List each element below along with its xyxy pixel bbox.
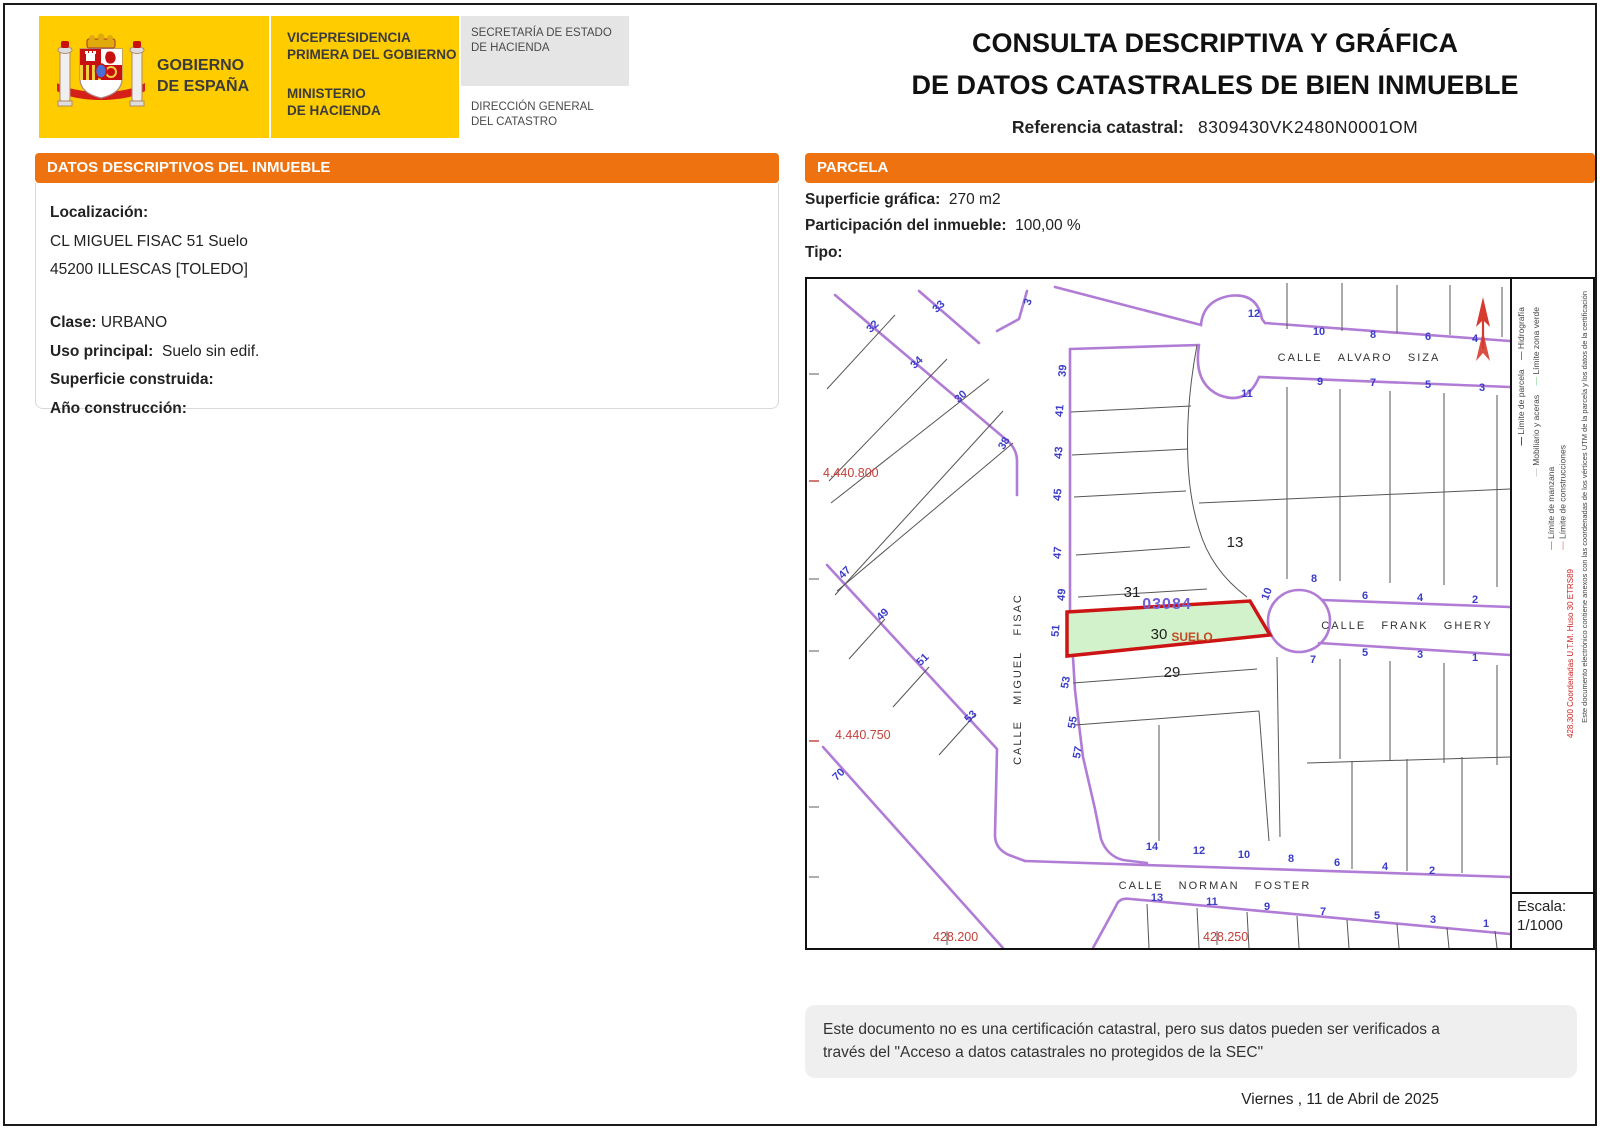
- secretary-box: [461, 16, 629, 138]
- street-name-label: CALLE ALVARO SIZA: [1277, 352, 1441, 364]
- house-number: 32: [864, 318, 882, 336]
- house-number: 9: [1263, 901, 1271, 913]
- parcel-label: 31: [1123, 584, 1141, 601]
- section-header-datos-descriptivos: DATOS DESCRIPTIVOS DEL INMUEBLE: [35, 153, 779, 183]
- house-number: 51: [1049, 624, 1063, 638]
- legend-column: [1546, 445, 1569, 550]
- parcel-label: SUELO: [1171, 630, 1213, 644]
- house-number: 39: [1056, 364, 1070, 378]
- utm-coordinate-label: 4.440.750: [835, 728, 891, 742]
- house-number: 1: [1482, 918, 1490, 930]
- legend-label: Límite zona verde: [1531, 307, 1541, 375]
- parcel-label: 29: [1163, 664, 1181, 681]
- house-number: 47: [836, 564, 854, 582]
- utm-coordinate-label: 4.440.800: [823, 466, 879, 480]
- legend-label: 428.300 Coordenadas U.T.M. Huso 30 ETRS89: [1566, 569, 1575, 738]
- localizacion-label: Localización:: [50, 204, 149, 221]
- utm-coordinate-label: 428.250: [1203, 930, 1249, 944]
- legend-column: [1531, 307, 1542, 477]
- cadastral-map-svg: [807, 279, 1510, 948]
- house-number: 3: [1429, 914, 1437, 926]
- cadastral-map-box: [805, 277, 1595, 950]
- title-line-1: CONSULTA DESCRIPTIVA Y GRÁFICA: [971, 28, 1459, 58]
- logo-area: [39, 16, 269, 138]
- legend-swatch: —: [1557, 539, 1568, 550]
- house-number: 3: [1416, 649, 1424, 661]
- legend-label: Límite de manzana: [1546, 466, 1556, 540]
- house-number: 3: [1478, 382, 1486, 394]
- direccion-general-catastro-label: DIRECCIÓN GENERAL DEL CATASTRO: [471, 101, 594, 128]
- house-number: 49: [874, 606, 892, 624]
- parcel-label: 30: [1150, 626, 1168, 643]
- localizacion-line2: 45200 ILLESCAS [TOLEDO]: [50, 261, 248, 279]
- house-number: 6: [1333, 857, 1341, 869]
- datos-descriptivos-panel: [35, 183, 779, 418]
- clase-row: Clase: URBANO: [50, 314, 168, 332]
- map-legend-strip: [1510, 279, 1593, 948]
- utm-coordinate-label: 428.200: [933, 930, 979, 944]
- house-number: 10: [1237, 849, 1251, 861]
- house-number: 43: [1052, 446, 1066, 460]
- house-number: 53: [1059, 675, 1074, 690]
- legend-column: [1516, 307, 1527, 445]
- scale-label: Escala:: [1517, 898, 1567, 915]
- house-number: 7: [1309, 654, 1317, 666]
- legend-column: [1566, 569, 1577, 738]
- house-number: 2: [1428, 865, 1436, 877]
- spain-coat-of-arms-icon: [55, 33, 147, 121]
- cadastral-map: [807, 279, 1510, 948]
- house-number: 13: [1150, 892, 1164, 904]
- house-number: 30: [952, 388, 970, 406]
- scale-box: [1512, 892, 1593, 948]
- legend-label: Límite de construcciones: [1557, 445, 1568, 540]
- legend-swatch: —: [1546, 539, 1556, 550]
- superficie-grafica-row: Superficie gráfica: 270 m2: [805, 191, 1001, 208]
- title-line-2: DE DATOS CATASTRALES DE BIEN INMUEBLE: [911, 69, 1519, 100]
- legend-swatch: —: [1516, 434, 1526, 446]
- cadastral-reference: [855, 117, 1575, 138]
- street-name-label: CALLE MIGUEL FISAC: [1012, 593, 1024, 765]
- superficie-construida-row: Superficie construida:: [50, 371, 214, 389]
- street-name-label: CALLE NORMAN FOSTER: [1118, 880, 1312, 892]
- legend-label: Límite de parcela: [1516, 369, 1526, 435]
- house-number: 70: [830, 766, 848, 784]
- house-number: 5: [1424, 379, 1432, 391]
- government-header: [39, 16, 459, 138]
- house-number: 9: [1316, 376, 1324, 388]
- house-number: 38: [996, 435, 1013, 452]
- house-number: 53: [962, 708, 980, 726]
- house-number: 55: [1066, 715, 1081, 730]
- house-number: 47: [1051, 546, 1065, 560]
- house-number: 7: [1319, 906, 1327, 918]
- house-number: 57: [1071, 745, 1086, 760]
- coord-ticks: [809, 481, 819, 741]
- disclaimer-line1: Este documento no es una certificación catastral, pero sus datos pueden ser verificados a: [823, 1021, 1440, 1038]
- house-number: 33: [930, 298, 948, 316]
- house-number: 3: [1021, 297, 1035, 307]
- house-number: 10: [1259, 586, 1275, 602]
- house-number: 11: [1241, 388, 1253, 400]
- legend-label: Mobiliario y aceras: [1531, 394, 1541, 466]
- house-number: 4: [1416, 592, 1424, 604]
- street-name-label: CALLE FRANK GHERY: [1321, 620, 1493, 632]
- house-number: 4: [1471, 333, 1479, 345]
- ref-label: Referencia catastral:: [1011, 116, 1184, 137]
- ano-construccion-row: Año construcción:: [50, 400, 187, 418]
- house-number: 45: [1051, 488, 1065, 502]
- house-number: 6: [1361, 590, 1369, 602]
- house-number: 2: [1471, 594, 1479, 606]
- north-arrow-icon: [1476, 297, 1490, 361]
- ref-value: 8309430VK2480N0001OM: [1198, 116, 1419, 137]
- house-number: 49: [1055, 588, 1069, 602]
- legend-swatch: —: [1531, 374, 1541, 386]
- house-number: 6: [1424, 331, 1432, 343]
- document-date: Viernes , 11 de Abril de 2025: [1241, 1091, 1439, 1108]
- disclaimer-line2: través del "Acceso a datos catastrales no protegidos de la SEC": [823, 1044, 1264, 1062]
- document-title: [855, 23, 1575, 138]
- house-number: 41: [1053, 404, 1067, 418]
- parcela-panel: [805, 187, 1595, 266]
- house-number: 51: [914, 651, 932, 669]
- house-number: 11: [1206, 896, 1218, 908]
- house-number: 4: [1381, 861, 1389, 873]
- section-header-parcela: PARCELA: [805, 153, 1595, 183]
- secretaria-de-estado-label: SECRETARÍA DE ESTADO DE HACIENDA: [461, 16, 629, 86]
- house-number: 5: [1373, 910, 1381, 922]
- legend-label: Hidrografía: [1516, 307, 1526, 350]
- localizacion-line1: CL MIGUEL FISAC 51 Suelo: [50, 232, 248, 250]
- gobierno-de-espana-label: GOBIERNO DE ESPAÑA: [157, 57, 250, 95]
- house-number: 8: [1369, 329, 1377, 341]
- house-number: 8: [1310, 573, 1318, 585]
- uso-principal-row: Uso principal: Suelo sin edif.: [50, 342, 260, 360]
- legend-swatch: —: [1531, 465, 1541, 477]
- house-number: 12: [1247, 308, 1261, 320]
- house-number: 12: [1192, 845, 1206, 857]
- legend-label: Este documento electrónico contiene anexos con las coordenadas de los vértices UTM de la parcela y los datos de la certificación: [1580, 291, 1589, 723]
- scale-value: 1/1000: [1517, 916, 1563, 934]
- tipo-row: Tipo:: [805, 243, 843, 261]
- house-number: 5: [1361, 647, 1369, 659]
- ministry-label: VICEPRESIDENCIA PRIMERA DEL GOBIERNO MINISTERIO DE HACIENDA: [287, 30, 457, 118]
- legend-column: [1580, 291, 1590, 723]
- house-number: 14: [1145, 841, 1159, 853]
- house-number: 10: [1312, 326, 1326, 338]
- house-number: 8: [1287, 853, 1295, 865]
- house-number: 7: [1369, 377, 1377, 389]
- house-number: 34: [908, 354, 926, 372]
- house-number: 1: [1471, 652, 1479, 664]
- parcel-label: 13: [1226, 534, 1244, 551]
- legend-swatch: —: [1516, 349, 1526, 360]
- document-page: [3, 3, 1597, 1126]
- disclaimer-box: [805, 1005, 1577, 1078]
- parcel-label: 03084: [1142, 596, 1192, 613]
- participacion-row: Participación del inmueble: 100,00 %: [805, 217, 1081, 235]
